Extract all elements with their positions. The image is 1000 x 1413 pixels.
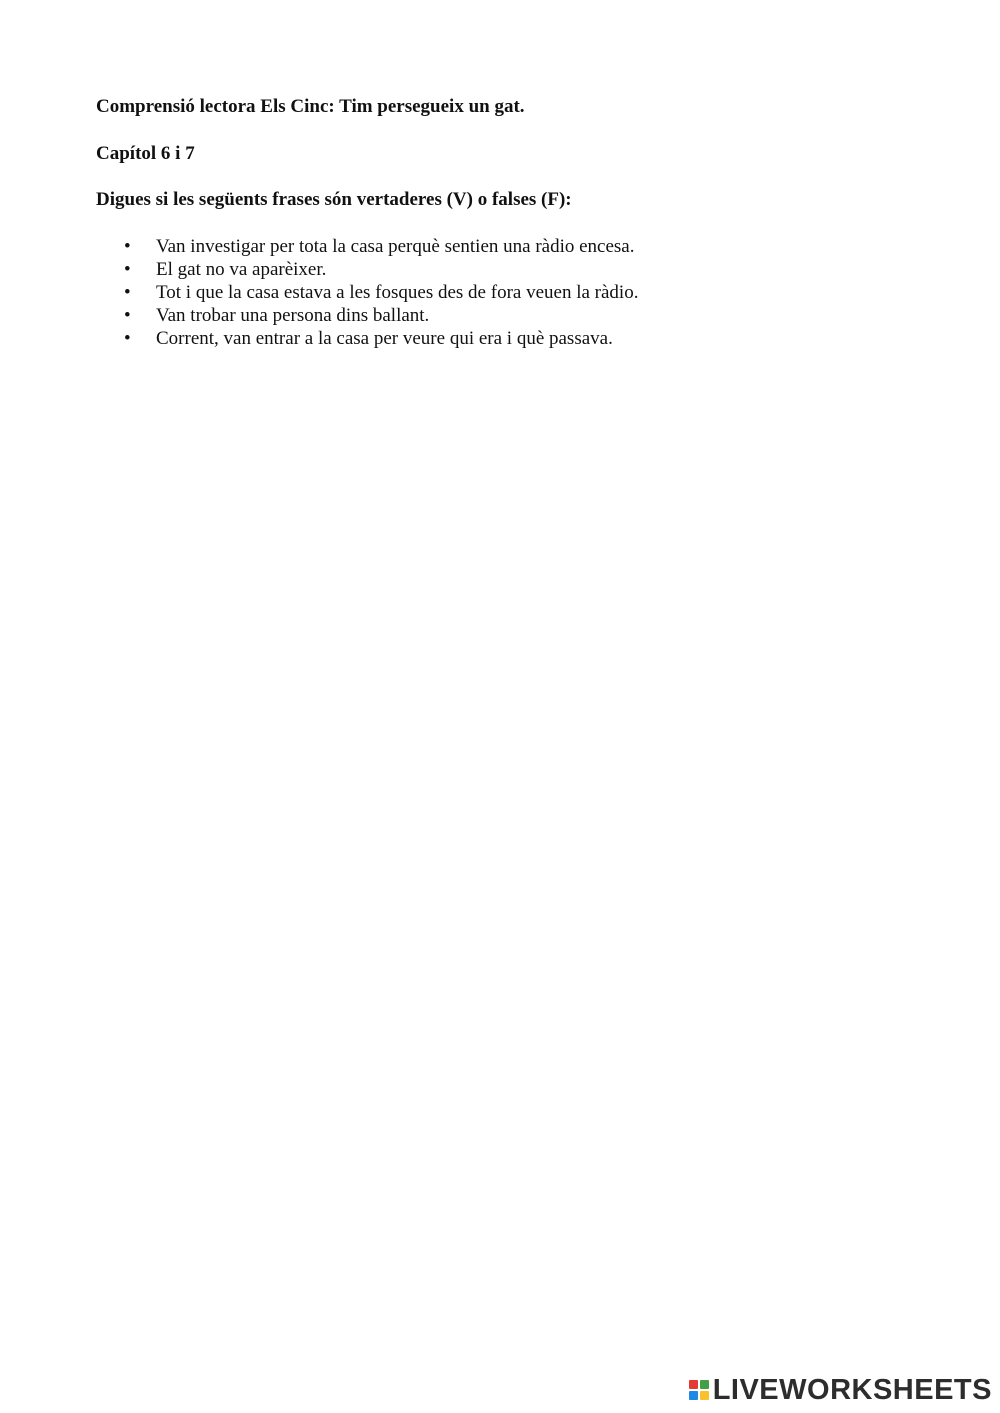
statement-text: Van trobar una persona dins ballant.: [156, 305, 430, 326]
liveworksheets-logo: [689, 1375, 992, 1405]
logo-cell: [700, 1380, 709, 1389]
statement-text: Corrent, van entrar a la casa per veure qui era i què passava.: [156, 328, 613, 349]
instruction-text: Digues si les següents frases són vertaderes (V) o falses (F):: [96, 189, 572, 210]
statement-text: El gat no va aparèixer.: [156, 259, 327, 280]
bullet-icon: •: [124, 236, 131, 257]
bullet-icon: •: [124, 282, 131, 303]
logo-text: LIVEWORKSHEETS: [712, 1374, 992, 1406]
liveworksheets-logo-icon: [689, 1380, 709, 1400]
statement-text: Van investigar per tota la casa perquè sentien una ràdio encesa.: [156, 236, 635, 257]
statement-text: Tot i que la casa estava a les fosques des de fora veuen la ràdio.: [156, 282, 639, 303]
logo-cell: [689, 1380, 698, 1389]
worksheet-title: Comprensió lectora Els Cinc: Tim persegueix un gat.: [96, 96, 525, 117]
logo-cell: [689, 1391, 698, 1400]
bullet-icon: •: [124, 305, 131, 326]
logo-cell: [700, 1391, 709, 1400]
chapter-heading: Capítol 6 i 7: [96, 143, 195, 164]
bullet-icon: •: [124, 259, 131, 280]
bullet-icon: •: [124, 328, 131, 349]
